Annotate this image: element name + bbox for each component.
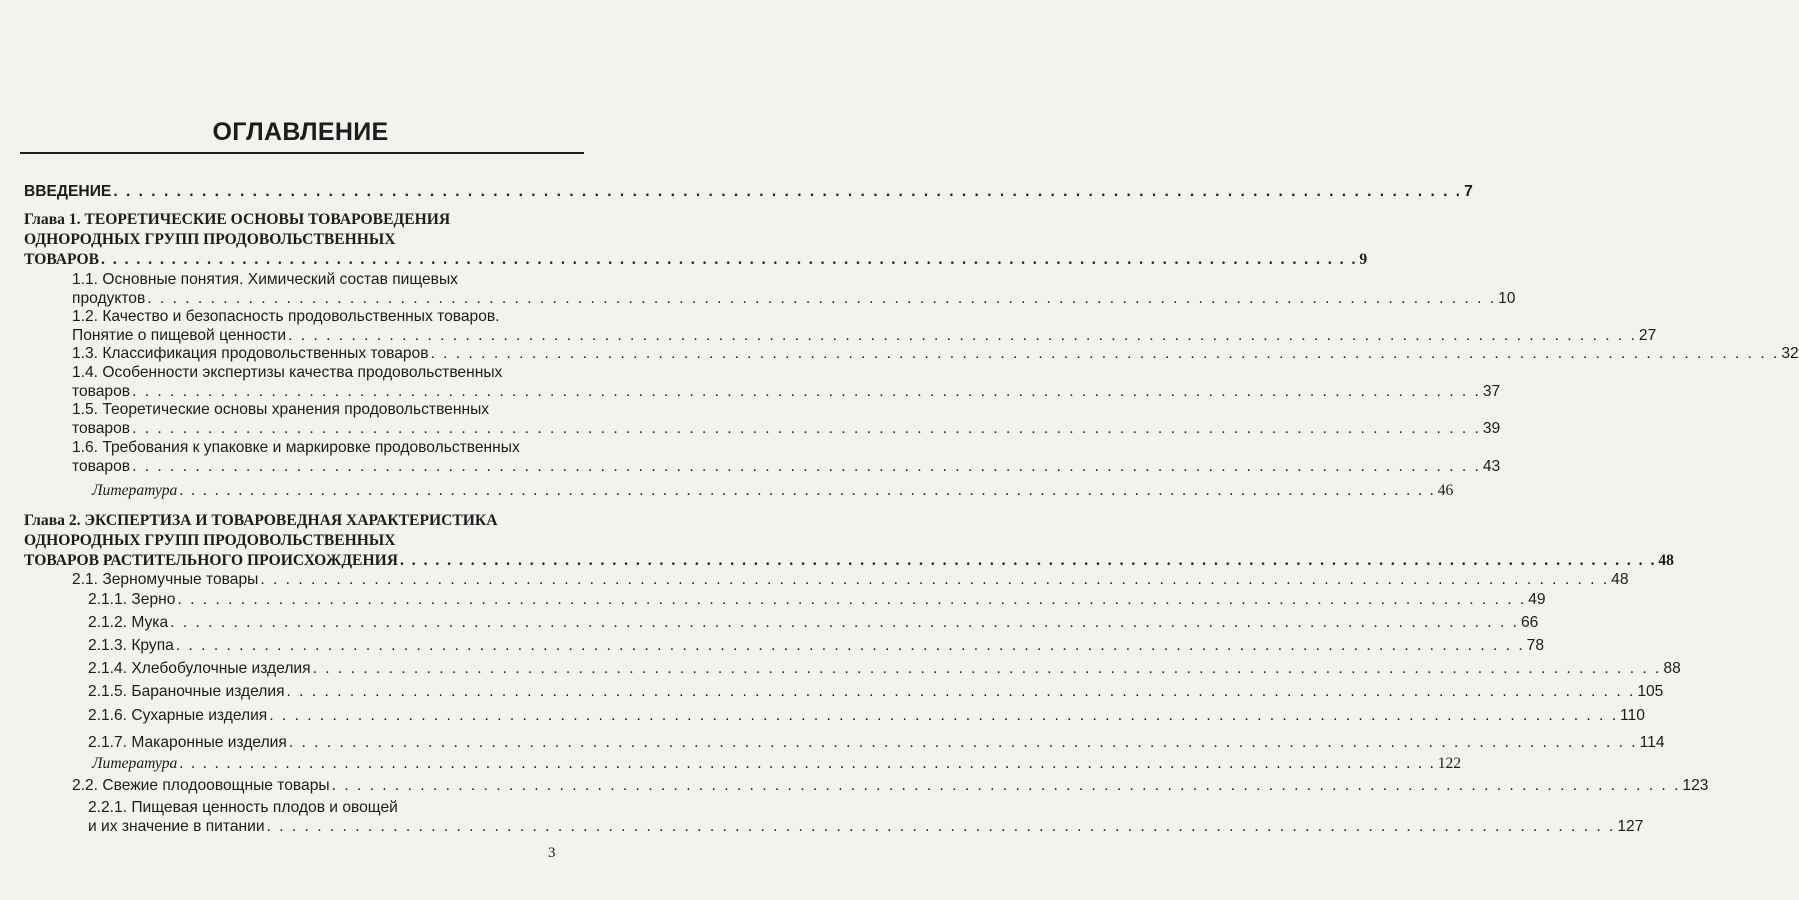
toc-entry-text: ТОВАРОВ (24, 251, 99, 268)
toc-entry[interactable] (72, 438, 1501, 476)
leader-dots: . . . . . . . . . . . . . . . . . . . . . . . . . . . . . . . . . . . . . . . . . . . . . . . . . . . . . . . . . . . . . . . . . . . . . . . . . . . . . . . . . . . . . . . . . . . . . . . . . . . . . . . . . . . (179, 482, 1436, 499)
leader-dots: . . . . . . . . . . . . . . . . . . . . . . . . . . . . . . . . . . . . . . . . . . . . . . . . . . . . . . . . . . . . . . . . . . . . . . . . . . . . . . . . . . . . . . . . . . . . . . . . . . . . . . . . . . . (266, 818, 1616, 835)
toc-entry[interactable] (72, 776, 1709, 795)
leader-dots: . . . . . . . . . . . . . . . . . . . . . . . . . . . . . . . . . . . . . . . . . . . . . . . . . . . . . . . . . . . . . . . . . . . . . . . . . . . . . . . . . . . . . . . . . . . . . . . . . . . . . . . . . . . (132, 420, 1481, 437)
toc-entry[interactable] (24, 511, 1674, 571)
toc-entry[interactable] (88, 590, 1546, 609)
toc-entry-text: Глава 1. ТЕОРЕТИЧЕСКИЕ ОСНОВЫ ТОВАРОВЕДЕНИЯ (24, 211, 451, 228)
leader-dots: . . . . . . . . . . . . . . . . . . . . . . . . . . . . . . . . . . . . . . . . . . . . . . . . . . . . . . . . . . . . . . . . . . . . . . . . . . . . . . . . . . . . . . . . . . . . . . . . . . . . . . . . . . . (113, 183, 1463, 200)
toc-entry-page: 48 (1658, 552, 1674, 569)
leader-dots: . . . . . . . . . . . . . . . . . . . . . . . . . . . . . . . . . . . . . . . . . . . . . . . . . . . . . . . . . . . . . . . . . . . . . . . . . . . . . . . . . . . . . . . . . . . . . . . . . . . . . . . . . . . (286, 683, 1636, 700)
toc-entry-text: 1.5. Теоретические основы хранения продовольственных (72, 401, 490, 418)
toc-entry[interactable] (72, 270, 1516, 308)
leader-dots: . . . . . . . . . . . . . . . . . . . . . . . . . . . . . . . . . . . . . . . . . . . . . . . . . . . . . . . . . . . . . . . . . . . . . . . . . . . . . . . . . . . . . . . . . . . . . . . . . . . . . . . . . . . (331, 777, 1681, 794)
toc-entry-page: 66 (1520, 614, 1539, 631)
toc-entry-text: 2.1.5. Бараночные изделия (88, 683, 285, 700)
toc-entry-page: 110 (1620, 707, 1645, 724)
toc-entry[interactable] (88, 613, 1539, 632)
leader-dots: . . . . . . . . . . . . . . . . . . . . . . . . . . . . . . . . . . . . . . . . . . . . . . . . . . . . . . . . . . . . . . . . . . . . . . . . . . . . . . . . . . . . . . . . . . . . . . . . . . . . . . . . . . . (430, 345, 1780, 362)
toc-entry-text: 2.1. Зерномучные товары (72, 571, 259, 588)
toc-entry[interactable] (92, 481, 1454, 500)
toc-entry-text: и их значение в питании (88, 818, 265, 835)
toc-entry-text: товаров (72, 458, 131, 475)
leader-dots: . . . . . . . . . . . . . . . . . . . . . . . . . . . . . . . . . . . . . . . . . . . . . . . . . . . . . . . . . . . . . . . . . . . . . . . . . . . . . . . . . . . . . . . . . . . . . . . . . . . . . . . . . . . (399, 552, 1657, 569)
toc-entry[interactable] (24, 182, 1473, 202)
leader-dots: . . . . . . . . . . . . . . . . . . . . . . . . . . . . . . . . . . . . . . . . . . . . . . . . . . . . . . . . . . . . . . . . . . . . . . . . . . . . . . . . . . . . . . . . . . . . . . . . . . . . . . . . . . . (179, 755, 1436, 772)
toc-entry-text: 2.1.6. Сухарные изделия (88, 707, 268, 724)
toc-entry[interactable] (72, 570, 1629, 589)
toc-entry-text: продуктов (72, 290, 146, 307)
toc-entry-page: 27 (1638, 327, 1657, 344)
toc-entry-text: Глава 2. ЭКСПЕРТИЗА И ТОВАРОВЕДНАЯ ХАРАКТЕРИСТИКА (24, 512, 498, 529)
toc-entry[interactable] (24, 210, 1368, 270)
page-number: 3 (548, 845, 556, 861)
toc-entry-text: 2.1.2. Мука (88, 614, 169, 631)
toc-entry[interactable] (88, 659, 1681, 678)
toc-entry-text: 2.2.1. Пищевая ценность плодов и овощей (88, 799, 398, 816)
toc-entry-text: 2.1.3. Крупа (88, 637, 174, 654)
toc-entry-page: 39 (1482, 420, 1501, 437)
leader-dots: . . . . . . . . . . . . . . . . . . . . . . . . . . . . . . . . . . . . . . . . . . . . . . . . . . . . . . . . . . . . . . . . . . . . . . . . . . . . . . . . . . . . . . . . . . . . . . . . . . . . . . . . . . . (288, 327, 1637, 344)
toc-entry[interactable] (88, 733, 1665, 752)
toc-entry-page: 127 (1617, 818, 1644, 835)
toc-entry-page: 32 (1781, 345, 1799, 362)
toc-entry-text: 2.1.1. Зерно (88, 591, 176, 608)
leader-dots: . . . . . . . . . . . . . . . . . . . . . . . . . . . . . . . . . . . . . . . . . . . . . . . . . . . . . . . . . . . . . . . . . . . . . . . . . . . . . . . . . . . . . . . . . . . . . . . . . . . . . . . . . . . (147, 290, 1497, 307)
toc-entry-text: товаров (72, 383, 131, 400)
toc-entry[interactable] (72, 400, 1501, 438)
toc-entry-text: Понятие о пищевой ценности (72, 327, 287, 344)
leader-dots: . . . . . . . . . . . . . . . . . . . . . . . . . . . . . . . . . . . . . . . . . . . . . . . . . . . . . . . . . . . . . . . . . . . . . . . . . . . . . . . . . . . . . . . . . . . . . . . . . . . . . . . . . . . (260, 571, 1610, 588)
toc-entry-text: 1.2. Качество и безопасность продовольственных товаров. (72, 308, 500, 325)
leader-dots: . . . . . . . . . . . . . . . . . . . . . . . . . . . . . . . . . . . . . . . . . . . . . . . . . . . . . . . . . . . . . . . . . . . . . . . . . . . . . . . . . . . . . . . . . . . . . . . . . . . . . . . . . . . (177, 591, 1527, 608)
toc-entry-page: 48 (1611, 571, 1629, 588)
toc-entry-page: 123 (1682, 777, 1709, 794)
toc-entry-page: 88 (1663, 660, 1681, 677)
toc-entry-page: 7 (1464, 183, 1473, 200)
toc-entry[interactable] (88, 798, 1644, 836)
toc-entry-page: 9 (1359, 251, 1368, 268)
toc-entry-page: 78 (1526, 637, 1545, 654)
toc-entry-text: 1.1. Основные понятия. Химический состав пищевых (72, 271, 458, 288)
toc-entry-page: 46 (1437, 482, 1454, 499)
leader-dots: . . . . . . . . . . . . . . . . . . . . . . . . . . . . . . . . . . . . . . . . . . . . . . . . . . . . . . . . . . . . . . . . . . . . . . . . . . . . . . . . . . . . . . . . . . . . . . . . . . . . . . . . . . . (288, 734, 1638, 751)
leader-dots: . . . . . . . . . . . . . . . . . . . . . . . . . . . . . . . . . . . . . . . . . . . . . . . . . . . . . . . . . . . . . . . . . . . . . . . . . . . . . . . . . . . . . . . . . . . . . . . . . . . . . . . . . . . (312, 660, 1662, 677)
toc-entry-text: 2.2. Свежие плодоовощные товары (72, 777, 330, 794)
toc-entry-page: 43 (1482, 458, 1501, 475)
toc-entry-page: 37 (1482, 383, 1501, 400)
toc-entry-text: ВВЕДЕНИЕ (24, 183, 112, 200)
leader-dots: . . . . . . . . . . . . . . . . . . . . . . . . . . . . . . . . . . . . . . . . . . . . . . . . . . . . . . . . . . . . . . . . . . . . . . . . . . . . . . . . . . . . . . . . . . . . . . . . . . . . . . . . . . . (132, 383, 1481, 400)
toc-entry-text: Литература (92, 482, 178, 499)
page-title: ОГЛАВЛЕНИЕ (212, 118, 389, 146)
toc-entry-text: 1.4. Особенности экспертизы качества продовольственных (72, 364, 503, 381)
toc-entry-text: 1.3. Классификация продовольственных товаров (72, 345, 429, 362)
leader-dots: . . . . . . . . . . . . . . . . . . . . . . . . . . . . . . . . . . . . . . . . . . . . . . . . . . . . . . . . . . . . . . . . . . . . . . . . . . . . . . . . . . . . . . . . . . . . . . . . . . . . . . . . . . . (175, 637, 1525, 654)
toc-entry[interactable] (72, 344, 1799, 363)
toc-entry[interactable] (92, 754, 1462, 773)
toc-entry[interactable] (72, 363, 1501, 401)
toc-entry[interactable] (88, 636, 1545, 655)
toc-entry[interactable] (88, 706, 1645, 725)
toc-entry[interactable] (72, 307, 1657, 345)
toc-entry-text: 2.1.4. Хлебобулочные изделия (88, 660, 311, 677)
toc-entry-text: 1.6. Требования к упаковке и маркировке продовольственных (72, 439, 520, 456)
leader-dots: . . . . . . . . . . . . . . . . . . . . . . . . . . . . . . . . . . . . . . . . . . . . . . . . . . . . . . . . . . . . . . . . . . . . . . . . . . . . . . . . . . . . . . . . . . . . . . . . . . . . . . . . . . . (132, 458, 1481, 475)
toc-entry-text: ТОВАРОВ РАСТИТЕЛЬНОГО ПРОИСХОЖДЕНИЯ (24, 552, 398, 569)
toc-entry-page: 105 (1637, 683, 1664, 700)
toc-entry-page: 10 (1498, 290, 1516, 307)
leader-dots: . . . . . . . . . . . . . . . . . . . . . . . . . . . . . . . . . . . . . . . . . . . . . . . . . . . . . . . . . . . . . . . . . . . . . . . . . . . . . . . . . . . . . . . . . . . . . . . . . . . . . . . . . . . (269, 707, 1619, 724)
toc-entry-page: 114 (1639, 734, 1665, 751)
toc-entry-text: Литература (92, 755, 178, 772)
toc-entry-page: 122 (1437, 755, 1462, 772)
toc-entry-text: 2.1.7. Макаронные изделия (88, 734, 287, 751)
toc-entry[interactable] (88, 682, 1664, 701)
toc-entry-text: ОДНОРОДНЫХ ГРУПП ПРОДОВОЛЬСТВЕННЫХ (24, 532, 396, 549)
toc-entry-text: ОДНОРОДНЫХ ГРУПП ПРОДОВОЛЬСТВЕННЫХ (24, 231, 396, 248)
toc-entry-page: 49 (1528, 591, 1546, 608)
leader-dots: . . . . . . . . . . . . . . . . . . . . . . . . . . . . . . . . . . . . . . . . . . . . . . . . . . . . . . . . . . . . . . . . . . . . . . . . . . . . . . . . . . . . . . . . . . . . . . . . . . . . . . . . . . . (170, 614, 1519, 631)
leader-dots: . . . . . . . . . . . . . . . . . . . . . . . . . . . . . . . . . . . . . . . . . . . . . . . . . . . . . . . . . . . . . . . . . . . . . . . . . . . . . . . . . . . . . . . . . . . . . . . . . . . . . . . . . . . (100, 251, 1358, 268)
toc-entry-text: товаров (72, 420, 131, 437)
